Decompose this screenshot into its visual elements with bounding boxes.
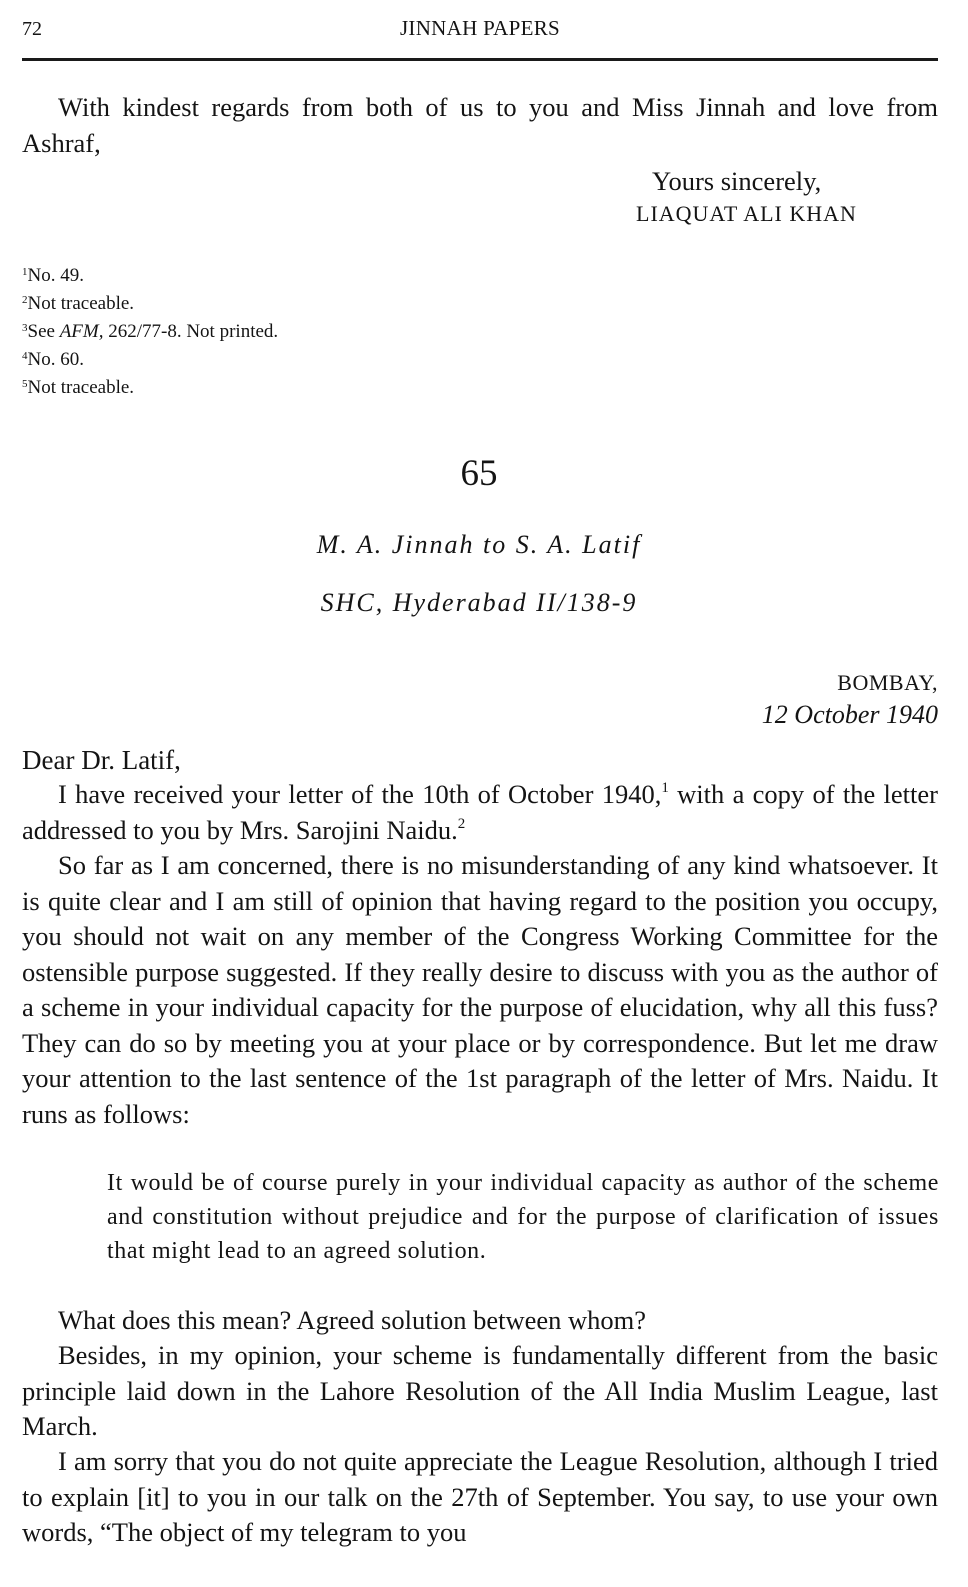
paragraph-4: Besides, in my opinion, your scheme is fundamentally different from the basic principle laid down in the Lahore Resolution of the All India Muslim League, last March. (22, 1340, 938, 1441)
document-source: SHC, Hyderabad II/138-9 (320, 588, 638, 617)
previous-letter-closing: With kindest regards from both of us to you and Miss Jinnah and love from Ashraf, (22, 92, 938, 158)
footnote: $^3$See AFM, 262/77-8. Not printed. (22, 321, 279, 342)
letter-date: 12 October 1940 (761, 700, 938, 729)
footnote: $^4$No. 60. (22, 349, 84, 370)
header-rule (22, 58, 938, 61)
signature: LIAQUAT ALI KHAN (636, 201, 857, 226)
block-quote: It would be of course purely in your individual capacity as author of the scheme and constitution without prejudice and for the purpose of clarification of issues that might lead to an agreed solution. (107, 1170, 939, 1264)
paragraph-2: So far as I am concerned, there is no misunderstanding of any kind whatsoever. It is quite clear and I am still of opinion that having regard to the position you occupy, you should not wait on any member of the Congress Working Committee for the ostensible purpose suggested. If they really desire to discuss with you as the author of a scheme in your individual capacity for the purpose of elucidation, why all this fuss? They can do so by meeting you at your place or by correspondence. But let me draw your attention to the last sentence of the 1st paragraph of the letter of Mrs. Naidu. It runs as follows: (22, 850, 938, 1129)
running-head: JINNAH PAPERS (399, 16, 561, 40)
paragraph-5: I am sorry that you do not quite appreciate the League Resolution, although I tried to explain [it] to you in our talk on the 27th of September. You say, to use your own words, “The object of my telegram to you (22, 1446, 938, 1547)
paragraph-3: What does this mean? Agreed solution between whom? (58, 1305, 646, 1335)
footnotes (22, 262, 278, 402)
salutation: Dear Dr. Latif, (22, 745, 181, 775)
valediction: Yours sincerely, (652, 166, 822, 196)
document-title: M. A. Jinnah to S. A. Latif (316, 530, 642, 559)
document-number: 65 (460, 453, 498, 494)
page-number: 72 (22, 18, 42, 40)
footnote: $^2$Not traceable. (22, 293, 135, 314)
footnote: $^1$No. 49. (22, 265, 84, 286)
letter-place: BOMBAY, (837, 670, 938, 695)
paragraph-1: I have received your letter of the 10th of October 1940,$^1$ with a copy of the letter addressed to you by Mrs. Sarojini Naidu.$^2$ (22, 779, 938, 845)
page-header (22, 10, 938, 46)
footnote: $^5$Not traceable. (22, 377, 135, 398)
